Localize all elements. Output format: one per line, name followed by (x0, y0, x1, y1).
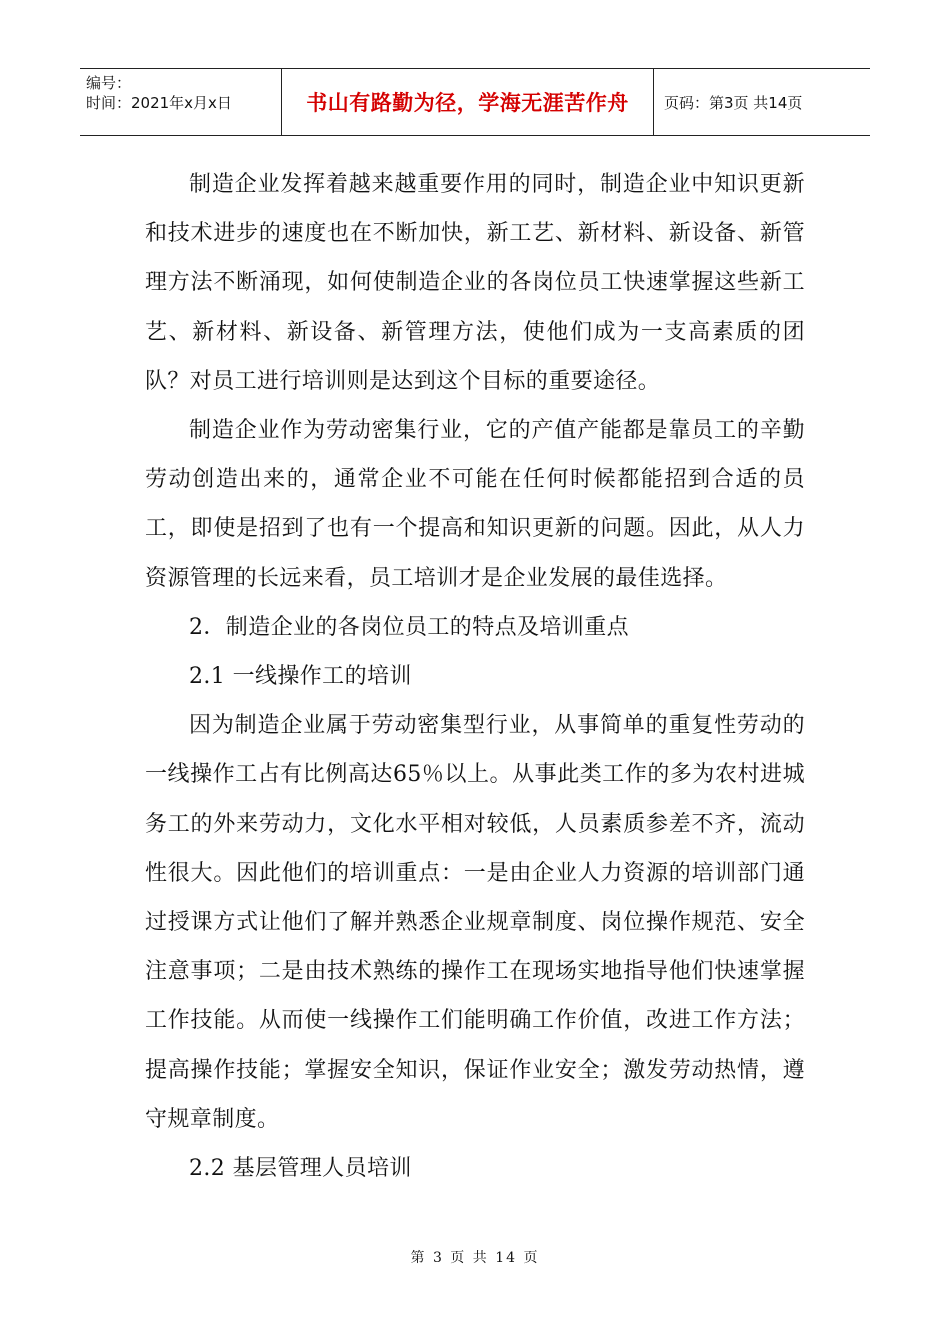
page-info: 页码：第3页 共14页 (664, 93, 803, 112)
document-header (80, 68, 870, 136)
subsection-heading-2-2: 2.2 基层管理人员培训 (189, 1156, 412, 1182)
time-label: 时间：2021年x月x日 (86, 94, 232, 112)
serial-number-label: 编号： (86, 74, 132, 92)
motto-text: 书山有路勤为径，学海无涯苦作舟 (306, 91, 629, 115)
document-body (145, 160, 805, 1193)
section-heading-2: 2．制造企业的各岗位员工的特点及培训重点 (189, 614, 629, 640)
subsection-heading-2-1: 2.1 一线操作工的培训 (189, 664, 412, 690)
paragraph-intro-2: 制造企业作为劳动密集行业，它的产值产能都是靠员工的辛勤劳动创造出来的，通常企业不可能在任何时候都能招到合适的员工，即使是招到了也有一个提高和知识更新的问题。因此，从人力资源管理的长远来看，员工培训才是企业发展的最佳选择。 (145, 418, 805, 591)
header-page-cell (654, 69, 870, 135)
paragraph-intro-1: 制造企业发挥着越来越重要作用的同时，制造企业中知识更新和技术进步的速度也在不断加快，新工艺、新材料、新设备、新管理方法不断涌现，如何使制造企业的各岗位员工快速掌握这些新工艺、新材料、新设备、新管理方法，使他们成为一支高素质的团队？对员工进行培训则是达到这个目标的重要途径。 (145, 172, 805, 394)
paragraph-operators: 因为制造企业属于劳动密集型行业，从事简单的重复性劳动的一线操作工占有比例高达65％以上。从事此类工作的多为农村进城务工的外来劳动力，文化水平相对较低，人员素质参差不齐，流动性很大。因此他们的培训重点：一是由企业人力资源的培训部门通过授课方式让他们了解并熟悉企业规章制度、岗位操作规范、安全注意事项；二是由技术熟练的操作工在现场实地指导他们快速掌握工作技能。从而使一线操作工们能明确工作价值，改进工作方法；提高操作技能；掌握安全知识，保证作业安全；激发劳动热情，遵守规章制度。 (145, 713, 805, 1132)
page-footer: 第 3 页 共 14 页 (410, 1250, 540, 1266)
header-meta-cell (80, 69, 282, 135)
header-motto-cell (282, 69, 654, 135)
